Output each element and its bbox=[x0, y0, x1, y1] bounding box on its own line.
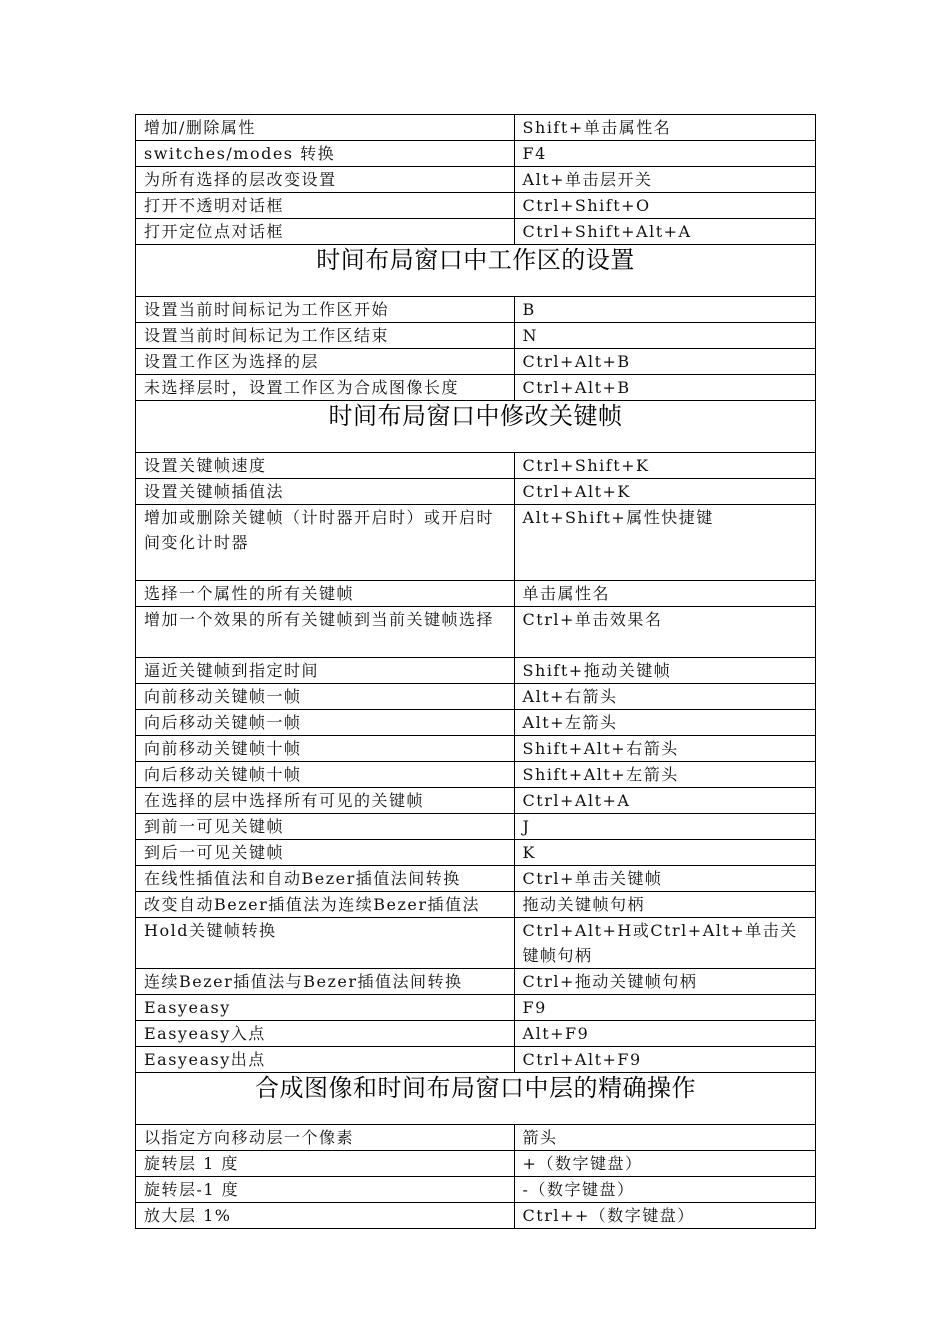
action-cell: 设置当前时间标记为工作区开始 bbox=[136, 297, 515, 323]
table-row bbox=[136, 115, 816, 141]
table-row bbox=[136, 918, 816, 969]
section-heading: 时间布局窗口中修改关键帧 bbox=[136, 401, 816, 453]
shortcut-cell: Ctrl+单击效果名 bbox=[514, 607, 815, 658]
table-row bbox=[136, 375, 816, 401]
table-row bbox=[136, 505, 816, 581]
shortcut-cell: Ctrl+Alt+A bbox=[514, 788, 815, 814]
table-row bbox=[136, 969, 816, 995]
shortcut-cell: -（数字键盘） bbox=[514, 1177, 815, 1203]
action-cell: 逼近关键帧到指定时间 bbox=[136, 658, 515, 684]
shortcut-cell: +（数字键盘） bbox=[514, 1151, 815, 1177]
action-cell: 改变自动Bezer插值法为连续Bezer插值法 bbox=[136, 892, 515, 918]
table-row bbox=[136, 1177, 816, 1203]
table-row bbox=[136, 995, 816, 1021]
shortcut-cell: Ctrl+Shift+O bbox=[514, 193, 815, 219]
action-cell: 向后移动关键帧十帧 bbox=[136, 762, 515, 788]
shortcut-table-body bbox=[136, 115, 816, 1229]
shortcut-cell: Ctrl+Alt+K bbox=[514, 479, 815, 505]
table-row bbox=[136, 814, 816, 840]
action-cell: 设置关键帧插值法 bbox=[136, 479, 515, 505]
action-cell: 放大层 1% bbox=[136, 1203, 515, 1229]
action-cell: 到前一可见关键帧 bbox=[136, 814, 515, 840]
shortcut-cell: Ctrl++（数字键盘） bbox=[514, 1203, 815, 1229]
action-cell: 设置工作区为选择的层 bbox=[136, 349, 515, 375]
action-cell: switches/modes 转换 bbox=[136, 141, 515, 167]
shortcut-document bbox=[135, 114, 816, 1229]
action-cell: 连续Bezer插值法与Bezer插值法间转换 bbox=[136, 969, 515, 995]
table-row bbox=[136, 323, 816, 349]
action-cell: 打开定位点对话框 bbox=[136, 219, 515, 245]
shortcut-cell: Ctrl+Alt+H或Ctrl+Alt+单击关键帧句柄 bbox=[514, 918, 815, 969]
shortcut-cell: Shift+Alt+左箭头 bbox=[514, 762, 815, 788]
table-row bbox=[136, 581, 816, 607]
shortcut-cell: Alt+左箭头 bbox=[514, 710, 815, 736]
table-row bbox=[136, 349, 816, 375]
shortcut-cell: 拖动关键帧句柄 bbox=[514, 892, 815, 918]
shortcut-cell: Alt+单击层开关 bbox=[514, 167, 815, 193]
action-cell: 旋转层-1 度 bbox=[136, 1177, 515, 1203]
table-row bbox=[136, 141, 816, 167]
table-row bbox=[136, 684, 816, 710]
table-row bbox=[136, 297, 816, 323]
section-heading-row bbox=[136, 1073, 816, 1125]
shortcut-cell: Alt+Shift+属性快捷键 bbox=[514, 505, 815, 581]
shortcut-cell: Ctrl+Alt+F9 bbox=[514, 1047, 815, 1073]
action-cell: Easyeasy bbox=[136, 995, 515, 1021]
shortcut-cell: B bbox=[514, 297, 815, 323]
table-row bbox=[136, 788, 816, 814]
action-cell: Hold关键帧转换 bbox=[136, 918, 515, 969]
table-row bbox=[136, 219, 816, 245]
action-cell: 打开不透明对话框 bbox=[136, 193, 515, 219]
section-heading-row bbox=[136, 245, 816, 297]
action-cell: 到后一可见关键帧 bbox=[136, 840, 515, 866]
shortcut-cell: Ctrl+Shift+K bbox=[514, 453, 815, 479]
table-row bbox=[136, 840, 816, 866]
action-cell: 向前移动关键帧十帧 bbox=[136, 736, 515, 762]
section-heading: 合成图像和时间布局窗口中层的精确操作 bbox=[136, 1073, 816, 1125]
action-cell: 以指定方向移动层一个像素 bbox=[136, 1125, 515, 1151]
section-heading-row bbox=[136, 401, 816, 453]
table-row bbox=[136, 1047, 816, 1073]
table-row bbox=[136, 1151, 816, 1177]
action-cell: 向后移动关键帧一帧 bbox=[136, 710, 515, 736]
table-row bbox=[136, 193, 816, 219]
action-cell: 未选择层时，设置工作区为合成图像长度 bbox=[136, 375, 515, 401]
table-row bbox=[136, 167, 816, 193]
shortcut-cell: Shift+单击属性名 bbox=[514, 115, 815, 141]
shortcut-table bbox=[135, 114, 816, 1229]
shortcut-cell: 箭头 bbox=[514, 1125, 815, 1151]
shortcut-cell: Ctrl+拖动关键帧句柄 bbox=[514, 969, 815, 995]
table-row bbox=[136, 1125, 816, 1151]
action-cell: 增加或删除关键帧（计时器开启时）或开启时间变化计时器 bbox=[136, 505, 515, 581]
table-row bbox=[136, 710, 816, 736]
table-row bbox=[136, 892, 816, 918]
shortcut-cell: Ctrl+Alt+B bbox=[514, 375, 815, 401]
action-cell: 增加/删除属性 bbox=[136, 115, 515, 141]
action-cell: Easyeasy入点 bbox=[136, 1021, 515, 1047]
table-row bbox=[136, 658, 816, 684]
shortcut-cell: Alt+右箭头 bbox=[514, 684, 815, 710]
action-cell: 设置当前时间标记为工作区结束 bbox=[136, 323, 515, 349]
table-row bbox=[136, 762, 816, 788]
shortcut-cell: Ctrl+单击关键帧 bbox=[514, 866, 815, 892]
action-cell: 为所有选择的层改变设置 bbox=[136, 167, 515, 193]
shortcut-cell: Shift+Alt+右箭头 bbox=[514, 736, 815, 762]
action-cell: 旋转层 1 度 bbox=[136, 1151, 515, 1177]
table-row bbox=[136, 479, 816, 505]
shortcut-cell: J bbox=[514, 814, 815, 840]
table-row bbox=[136, 1021, 816, 1047]
action-cell: 设置关键帧速度 bbox=[136, 453, 515, 479]
table-row bbox=[136, 453, 816, 479]
action-cell: Easyeasy出点 bbox=[136, 1047, 515, 1073]
action-cell: 增加一个效果的所有关键帧到当前关键帧选择 bbox=[136, 607, 515, 658]
shortcut-cell: Alt+F9 bbox=[514, 1021, 815, 1047]
shortcut-cell: Ctrl+Alt+B bbox=[514, 349, 815, 375]
shortcut-cell: K bbox=[514, 840, 815, 866]
shortcut-cell: 单击属性名 bbox=[514, 581, 815, 607]
section-heading: 时间布局窗口中工作区的设置 bbox=[136, 245, 816, 297]
shortcut-cell: N bbox=[514, 323, 815, 349]
action-cell: 向前移动关键帧一帧 bbox=[136, 684, 515, 710]
shortcut-cell: Ctrl+Shift+Alt+A bbox=[514, 219, 815, 245]
table-row bbox=[136, 866, 816, 892]
table-row bbox=[136, 736, 816, 762]
shortcut-cell: F9 bbox=[514, 995, 815, 1021]
table-row bbox=[136, 1203, 816, 1229]
action-cell: 选择一个属性的所有关键帧 bbox=[136, 581, 515, 607]
action-cell: 在线性插值法和自动Bezer插值法间转换 bbox=[136, 866, 515, 892]
table-row bbox=[136, 607, 816, 658]
shortcut-cell: Shift+拖动关键帧 bbox=[514, 658, 815, 684]
action-cell: 在选择的层中选择所有可见的关键帧 bbox=[136, 788, 515, 814]
shortcut-cell: F4 bbox=[514, 141, 815, 167]
